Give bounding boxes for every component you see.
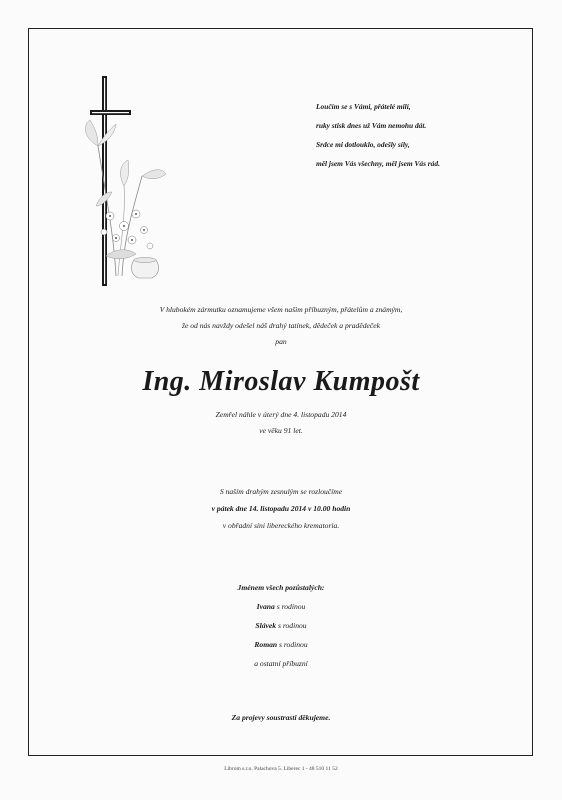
- mourner-item: [0, 635, 562, 654]
- mourners-list: [0, 578, 562, 673]
- mourner-name: Ivana: [256, 602, 275, 611]
- mourner-name: Slávek: [255, 621, 277, 630]
- printer-footer: Librom s.r.o. Palachova 5. Liberec 1 - 48 510 11 52: [224, 766, 338, 772]
- funeral-place-line: v obřadní síni libereckého krematoria.: [222, 521, 340, 530]
- funeral-date-line: v pátek dne 14. listopadu 2014 v 10.00 hodin: [211, 504, 351, 513]
- mourner-name: Roman: [254, 640, 278, 649]
- funeral-line: S naším drahým zesnulým se rozloučíme: [219, 487, 343, 496]
- intro-line: V hlubokém zármutku oznamujeme všem našim příbuzným, přátelům a známým,: [159, 305, 403, 314]
- thanks-line: Za projevy soustrasti děkujeme.: [231, 713, 331, 722]
- funeral-details: [0, 483, 562, 534]
- intro-line: že od nás navždy odešel náš drahý tatínek, dědeček a pradědeček: [181, 321, 380, 330]
- mourners-heading: Jménem všech pozůstalých:: [237, 583, 325, 592]
- deceased-name: Ing. Miroslav Kumpošt: [142, 366, 420, 397]
- intro-line: pan: [275, 337, 287, 346]
- poem-line: měl jsem Vás všechny, měl jsem Vás rád.: [316, 159, 440, 168]
- mourner-suffix: s rodinou: [276, 621, 307, 630]
- death-date-line: Zemřel náhle v úterý dne 4. listopadu 2014: [215, 410, 347, 419]
- age-line: ve věku 91 let.: [259, 426, 303, 435]
- mourner-suffix: s rodinou: [277, 640, 308, 649]
- memorial-poem: [316, 97, 516, 173]
- mourner-suffix: s rodinou: [274, 602, 306, 611]
- mourner-item: [0, 597, 562, 616]
- mourner-others: a ostatní příbuzní: [254, 659, 308, 668]
- poem-line: Loučím se s Vámi, přátelé milí,: [316, 102, 411, 111]
- announcement-intro: [0, 302, 562, 350]
- death-details: [0, 407, 562, 439]
- mourner-item: [0, 616, 562, 635]
- poem-line: Srdce mi dotlouklo, odešly síly,: [316, 140, 410, 149]
- cross-with-flowers-icon: [76, 76, 172, 286]
- poem-line: ruky stisk dnes už Vám nemohu dát.: [316, 121, 427, 130]
